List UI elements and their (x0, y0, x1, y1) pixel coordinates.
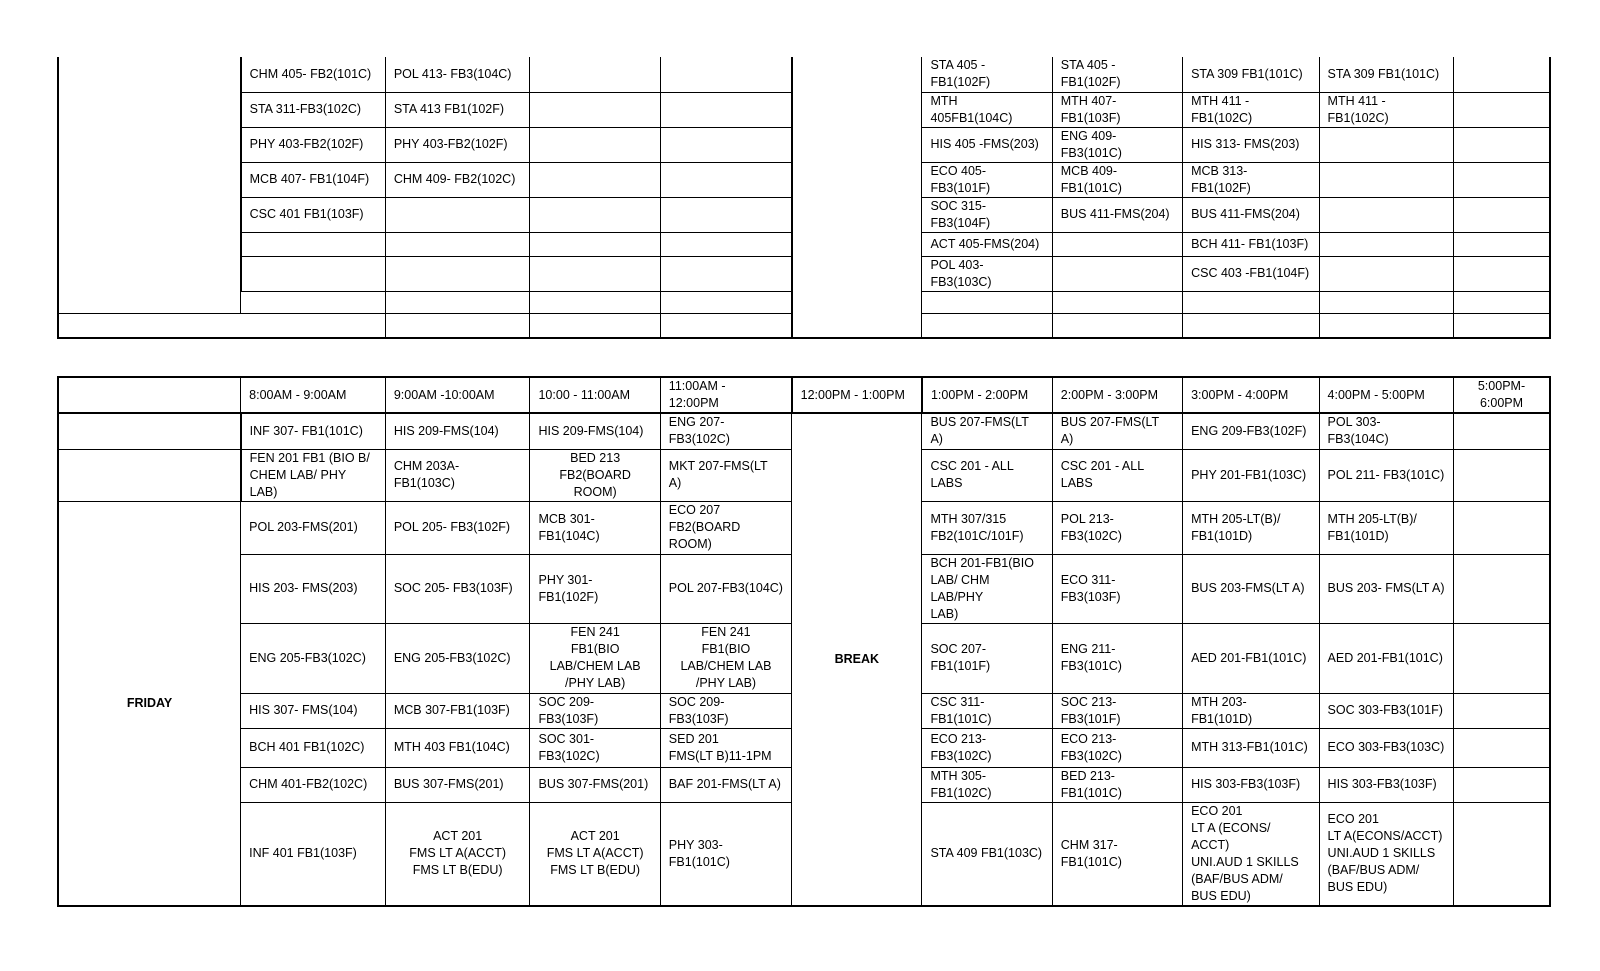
table-row (58, 57, 1550, 92)
course-cell (660, 127, 791, 162)
course-cell (530, 127, 660, 162)
table-row (58, 197, 1550, 232)
course-cell (1319, 313, 1453, 338)
course-cell: SOC 209-FB3(103F) (530, 693, 660, 728)
course-cell: STA 309 FB1(101C) (1319, 57, 1453, 92)
course-cell: CHM 317- FB1(101C) (1052, 802, 1182, 906)
course-cell: CSC 403 -FB1(104F) (1183, 256, 1319, 291)
header-corner-cell (58, 377, 241, 413)
course-cell (1052, 256, 1182, 291)
course-cell (660, 256, 791, 291)
course-cell: POL 413- FB3(104C) (385, 57, 530, 92)
course-cell (1453, 256, 1550, 291)
course-cell: ECO 207 FB2(BOARD ROOM) (660, 501, 791, 554)
course-cell: HIS 313- FMS(203) (1183, 127, 1319, 162)
course-cell: ECO 405- FB3(101F) (922, 162, 1052, 197)
course-cell: SOC 315- FB3(104F) (922, 197, 1052, 232)
course-cell: BCH 201-FB1(BIO LAB/ CHM LAB/PHY LAB) (922, 554, 1052, 623)
course-cell: PHY 403-FB2(102F) (385, 127, 530, 162)
table-row (58, 232, 1550, 256)
course-cell (1453, 57, 1550, 92)
course-cell (660, 162, 791, 197)
course-cell: BUS 203-FMS(LT A) (1183, 554, 1319, 623)
course-cell: ECO 311- FB3(103F) (1052, 554, 1182, 623)
course-cell (530, 256, 660, 291)
course-cell: BAF 201-FMS(LT A) (660, 767, 791, 802)
course-cell: INF 401 FB1(103F) (241, 802, 386, 906)
time-slot-header: 4:00PM - 5:00PM (1319, 377, 1453, 413)
time-slot-header: 8:00AM - 9:00AM (241, 377, 386, 413)
course-cell (1453, 728, 1550, 767)
time-slot-header: 10:00 - 11:00AM (530, 377, 660, 413)
course-cell: MCB 409- FB1(101C) (1052, 162, 1182, 197)
course-cell: CHM 203A- FB1(103C) (385, 449, 530, 501)
course-cell (1319, 197, 1453, 232)
course-cell (385, 197, 530, 232)
table-row (58, 413, 1550, 449)
course-cell: PHY 303- FB1(101C) (660, 802, 791, 906)
course-cell: ENG 209-FB3(102F) (1183, 413, 1319, 449)
day-label: FRIDAY (58, 501, 241, 906)
day-label-cell (58, 162, 241, 197)
course-cell: MCB 307-FB1(103F) (385, 693, 530, 728)
course-cell: ACT 201 FMS LT A(ACCT) FMS LT B(EDU) (530, 802, 660, 906)
course-cell: SOC 301- FB3(102C) (530, 728, 660, 767)
day-label-cell (58, 449, 241, 501)
course-cell (530, 313, 660, 338)
day-label-cell (58, 256, 241, 291)
course-cell (660, 57, 791, 92)
break-column-cell (792, 92, 922, 127)
course-cell: POL 203-FMS(201) (241, 501, 386, 554)
course-cell: FEN 241 FB1(BIO LAB/CHEM LAB /PHY LAB) (660, 623, 791, 693)
course-cell: MTH 205-LT(B)/ FB1(101D) (1183, 501, 1319, 554)
time-slot-header-row (58, 377, 1550, 413)
course-cell: HIS 209-FMS(104) (530, 413, 660, 449)
course-cell (530, 197, 660, 232)
course-cell: SOC 207-FB1(101F) (922, 623, 1052, 693)
course-cell: PHY 201-FB1(103C) (1183, 449, 1319, 501)
break-column-cell (792, 291, 922, 313)
course-cell (1052, 313, 1182, 338)
course-cell (1453, 413, 1550, 449)
break-column-cell (792, 197, 922, 232)
course-cell: BUS 411-FMS(204) (1183, 197, 1319, 232)
course-cell: POL 207-FB3(104C) (660, 554, 791, 623)
course-cell (1453, 802, 1550, 906)
day-label-cell (58, 232, 241, 256)
course-cell: BCH 411- FB1(103F) (1183, 232, 1319, 256)
course-cell: STA 413 FB1(102F) (385, 92, 530, 127)
day-label-cell (58, 57, 241, 92)
course-cell: ECO 213- FB3(102C) (922, 728, 1052, 767)
course-cell: STA 405 - FB1(102F) (922, 57, 1052, 92)
time-slot-header: 3:00PM - 4:00PM (1183, 377, 1319, 413)
course-cell: BUS 307-FMS(201) (385, 767, 530, 802)
table-row (58, 162, 1550, 197)
course-cell: HIS 303-FB3(103F) (1183, 767, 1319, 802)
course-cell (1453, 693, 1550, 728)
course-cell: SOC 209-FB3(103F) (660, 693, 791, 728)
course-cell (241, 232, 386, 256)
course-cell: SOC 213- FB3(101F) (1052, 693, 1182, 728)
course-cell (1453, 127, 1550, 162)
time-slot-header: 11:00AM - 12:00PM (660, 377, 791, 413)
course-cell (241, 291, 386, 313)
break-column-cell (792, 57, 922, 92)
timetable-previous-day (57, 57, 1551, 339)
time-slot-header: 2:00PM - 3:00PM (1052, 377, 1182, 413)
course-cell: AED 201-FB1(101C) (1183, 623, 1319, 693)
time-slot-header: 5:00PM- 6:00PM (1453, 377, 1550, 413)
course-cell: MCB 313- FB1(102F) (1183, 162, 1319, 197)
course-cell (241, 256, 386, 291)
day-label-cell (58, 197, 241, 232)
course-cell (1453, 162, 1550, 197)
course-cell (922, 313, 1052, 338)
course-cell (660, 291, 791, 313)
course-cell: POL 303- FB3(104C) (1319, 413, 1453, 449)
course-cell (1453, 554, 1550, 623)
course-cell (1319, 162, 1453, 197)
course-cell: CSC 201 - ALL LABS (1052, 449, 1182, 501)
course-cell: BUS 203- FMS(LT A) (1319, 554, 1453, 623)
course-cell: STA 405 - FB1(102F) (1052, 57, 1182, 92)
course-cell: POL 205- FB3(102F) (385, 501, 530, 554)
course-cell (1453, 92, 1550, 127)
day-label-cell (58, 127, 241, 162)
course-cell (530, 57, 660, 92)
day-label-cell (58, 413, 241, 449)
course-cell (1319, 291, 1453, 313)
course-cell (1453, 232, 1550, 256)
break-column-cell (792, 127, 922, 162)
course-cell (660, 92, 791, 127)
course-cell (385, 291, 530, 313)
course-cell: SOC 303-FB3(101F) (1319, 693, 1453, 728)
course-cell: ACT 405-FMS(204) (922, 232, 1052, 256)
course-cell: MTH 305- FB1(102C) (922, 767, 1052, 802)
course-cell (660, 232, 791, 256)
course-cell (1052, 232, 1182, 256)
course-cell (530, 162, 660, 197)
course-cell: MTH 407- FB1(103F) (1052, 92, 1182, 127)
course-cell (1319, 127, 1453, 162)
course-cell: HIS 307- FMS(104) (241, 693, 386, 728)
course-cell: CHM 401-FB2(102C) (241, 767, 386, 802)
course-cell: ECO 303-FB3(103C) (1319, 728, 1453, 767)
course-cell: MTH 307/315 FB2(101C/101F) (922, 501, 1052, 554)
course-cell: INF 307- FB1(101C) (241, 413, 386, 449)
day-label-cell (58, 291, 241, 313)
table-row (58, 313, 1550, 338)
course-cell (385, 313, 530, 338)
course-cell: BUS 307-FMS(201) (530, 767, 660, 802)
course-cell (660, 197, 791, 232)
course-cell: MTH 411 - FB1(102C) (1183, 92, 1319, 127)
course-cell (1319, 256, 1453, 291)
table-row (58, 256, 1550, 291)
course-cell: CHM 409- FB2(102C) (385, 162, 530, 197)
time-slot-header: 1:00PM - 2:00PM (922, 377, 1052, 413)
course-cell (385, 256, 530, 291)
course-cell (1453, 197, 1550, 232)
course-cell: MTH 411 - FB1(102C) (1319, 92, 1453, 127)
course-cell: ENG 211- FB3(101C) (1052, 623, 1182, 693)
timetable-friday (57, 376, 1551, 907)
course-cell: FEN 201 FB1 (BIO B/ CHEM LAB/ PHY LAB) (241, 449, 386, 501)
break-column-cell (792, 313, 922, 338)
course-cell: CSC 201 - ALL LABS (922, 449, 1052, 501)
course-cell: HIS 203- FMS(203) (241, 554, 386, 623)
course-cell (1052, 291, 1182, 313)
course-cell: ENG 207- FB3(102C) (660, 413, 791, 449)
course-cell (1183, 313, 1319, 338)
course-cell: STA 309 FB1(101C) (1183, 57, 1319, 92)
course-cell: CHM 405- FB2(101C) (241, 57, 386, 92)
break-column-cell (792, 162, 922, 197)
course-cell: POL 403-FB3(103C) (922, 256, 1052, 291)
course-cell: ECO 213- FB3(102C) (1052, 728, 1182, 767)
course-cell (1319, 232, 1453, 256)
course-cell: MTH 403 FB1(104C) (385, 728, 530, 767)
course-cell: ECO 201 LT A(ECONS/ACCT) UNI.AUD 1 SKILLS (BAF/BUS ADM/ BUS EDU) (1319, 802, 1453, 906)
course-cell (1453, 623, 1550, 693)
course-cell: BED 213- FB1(101C) (1052, 767, 1182, 802)
course-cell: MTH 405FB1(104C) (922, 92, 1052, 127)
course-cell (660, 313, 791, 338)
course-cell (1453, 313, 1550, 338)
course-cell: ENG 205-FB3(102C) (241, 623, 386, 693)
course-cell: ACT 201 FMS LT A(ACCT) FMS LT B(EDU) (385, 802, 530, 906)
course-cell: BUS 207-FMS(LT A) (1052, 413, 1182, 449)
course-cell: MTH 205-LT(B)/ FB1(101D) (1319, 501, 1453, 554)
course-cell: SED 201 FMS(LT B)11-1PM (660, 728, 791, 767)
course-cell: ENG 205-FB3(102C) (385, 623, 530, 693)
course-cell: FEN 241 FB1(BIO LAB/CHEM LAB /PHY LAB) (530, 623, 660, 693)
course-cell: BCH 401 FB1(102C) (241, 728, 386, 767)
course-cell: BED 213 FB2(BOARD ROOM) (530, 449, 660, 501)
course-cell: HIS 405 -FMS(203) (922, 127, 1052, 162)
time-slot-header: 9:00AM -10:00AM (385, 377, 530, 413)
course-cell: PHY 403-FB2(102F) (241, 127, 386, 162)
course-cell: POL 213- FB3(102C) (1052, 501, 1182, 554)
break-label: BREAK (792, 413, 922, 906)
course-cell: BUS 411-FMS(204) (1052, 197, 1182, 232)
course-cell: CSC 401 FB1(103F) (241, 197, 386, 232)
course-cell: PHY 301- FB1(102F) (530, 554, 660, 623)
course-cell (385, 232, 530, 256)
course-cell (530, 92, 660, 127)
break-column-cell (792, 232, 922, 256)
table-row (58, 291, 1550, 313)
course-cell: STA 409 FB1(103C) (922, 802, 1052, 906)
break-time-header: 12:00PM - 1:00PM (792, 377, 922, 413)
course-cell: ECO 201 LT A (ECONS/ ACCT) UNI.AUD 1 SKILLS (BAF/BUS ADM/ BUS EDU) (1183, 802, 1319, 906)
table-row (58, 92, 1550, 127)
course-cell: MTH 203- FB1(101D) (1183, 693, 1319, 728)
course-cell (922, 291, 1052, 313)
course-cell: BUS 207-FMS(LT A) (922, 413, 1052, 449)
course-cell (1453, 291, 1550, 313)
break-column-cell (792, 256, 922, 291)
course-cell: AED 201-FB1(101C) (1319, 623, 1453, 693)
course-cell (1183, 291, 1319, 313)
course-cell: POL 211- FB3(101C) (1319, 449, 1453, 501)
course-cell: CSC 311- FB1(101C) (922, 693, 1052, 728)
table-row (58, 127, 1550, 162)
course-cell: ENG 409- FB3(101C) (1052, 127, 1182, 162)
course-cell: HIS 303-FB3(103F) (1319, 767, 1453, 802)
course-cell (1453, 449, 1550, 501)
course-cell (530, 232, 660, 256)
course-cell (530, 291, 660, 313)
course-cell: MKT 207-FMS(LT A) (660, 449, 791, 501)
course-cell (1453, 501, 1550, 554)
day-label-cell (58, 92, 241, 127)
course-cell: HIS 209-FMS(104) (385, 413, 530, 449)
course-cell: SOC 205- FB3(103F) (385, 554, 530, 623)
course-cell (1453, 767, 1550, 802)
course-cell: MTH 313-FB1(101C) (1183, 728, 1319, 767)
course-cell: MCB 301- FB1(104C) (530, 501, 660, 554)
course-cell: MCB 407- FB1(104F) (241, 162, 386, 197)
course-cell: STA 311-FB3(102C) (241, 92, 386, 127)
empty-cell (58, 313, 385, 338)
